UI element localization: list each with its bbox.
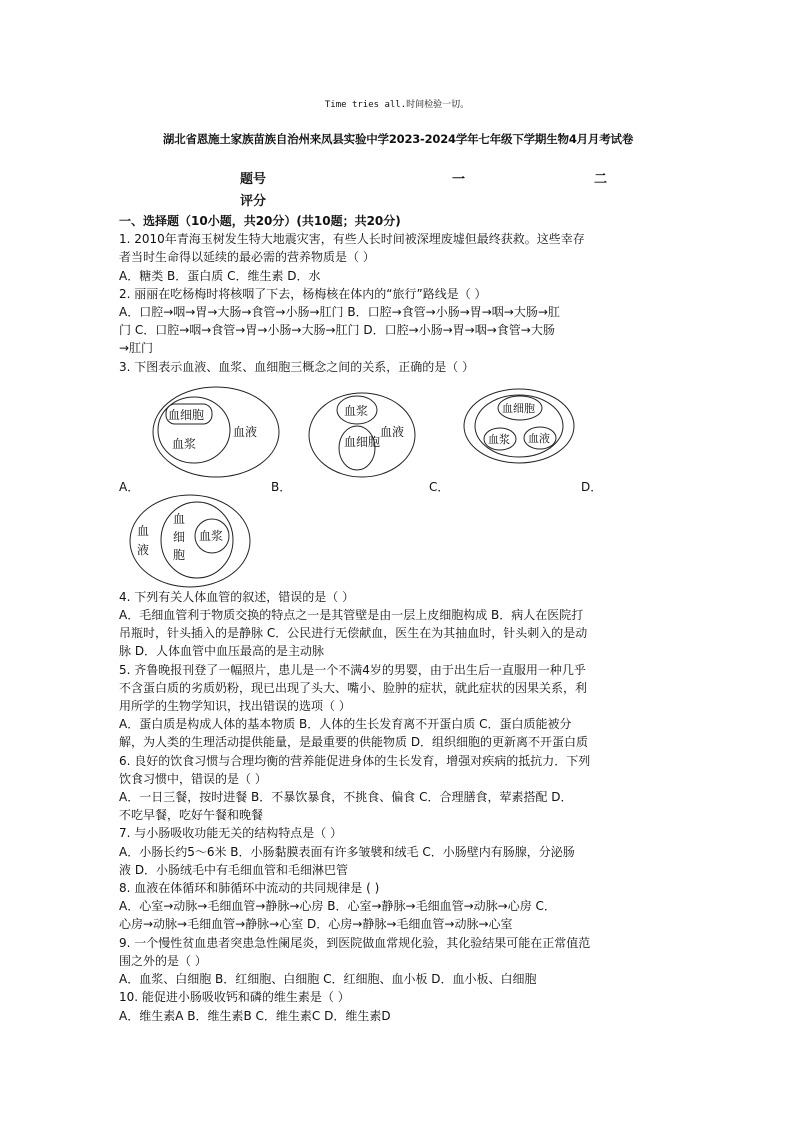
- q3-option-c-letter: C．: [429, 479, 450, 494]
- question-options: A．蛋白质是构成人体的基本物质 B．人体的生长发育离不开蛋白质 C．蛋白质能被分: [119, 717, 572, 732]
- diagram-b-inner1: 血浆: [344, 403, 369, 418]
- q3-diagrams: [119, 376, 675, 588]
- diagram-a-inner2: 血浆: [172, 436, 197, 451]
- question-options: A．血浆、白细胞 B．红细胞、白细胞 C．红细胞、血小板 D．血小板、白细胞: [119, 972, 537, 987]
- diagram-b: [308, 392, 416, 478]
- question-options: 心房→动脉→毛细血管→静脉→心室 D．心房→静脉→毛细血管→动脉→心室: [119, 917, 513, 932]
- question-options: 吊瓶时，针头插入的是静脉 C．公民进行无偿献血，医生在为其抽血时，针头刺入的是动: [119, 626, 588, 641]
- question-text: 3. 下图表示血液、血浆、血细胞三概念之间的关系，正确的是（ ）: [119, 359, 475, 374]
- question-options: 脉 D．人体血管中血压最高的是主动脉: [119, 644, 325, 659]
- question-text: 10. 能促进小肠吸收钙和磷的维生素是（ ）: [119, 990, 350, 1005]
- question-text: 5. 齐鲁晚报刊登了一幅照片，患儿是一个不满4岁的男婴，由于出生后一直服用一种几乎: [119, 662, 586, 677]
- score-table-col-1: 一: [452, 172, 466, 187]
- diagram-d-inner1-3: 胞: [173, 547, 186, 562]
- question-text: 饮食习惯中，错误的是（ ）: [119, 771, 267, 786]
- diagram-d-inner1-2: 细: [173, 529, 186, 544]
- diagram-d: [129, 494, 251, 588]
- question-options: A．心室→动脉→毛细血管→静脉→心房 B．心室→静脉→毛细血管→动脉→心房 C．: [119, 899, 556, 914]
- diagram-d-outer: 血: [137, 523, 150, 538]
- question-options: →肛门: [119, 341, 154, 356]
- diagram-c-inner2: 血液: [528, 431, 550, 445]
- diagram-a-inner1: 血细胞: [168, 407, 205, 422]
- question-5: [119, 661, 675, 752]
- exam-title: 湖北省恩施土家族苗族自治州来凤县实验中学2023-2024学年七年级下学期生物4月月考试卷: [162, 132, 634, 146]
- q3-option-a-letter: A．: [119, 479, 140, 494]
- diagram-d-inner2: 血浆: [199, 528, 224, 543]
- diagram-d-inner1: 血: [173, 511, 186, 526]
- question-list: [119, 212, 675, 1025]
- question-text: 9. 一个慢性贫血患者突患急性阑尾炎，到医院做血常规化验，其化验结果可能在正常值范: [119, 935, 591, 950]
- question-9: [119, 934, 675, 989]
- question-text: 8. 血液在体循环和肺循环中流动的共同规律是 ( ): [119, 881, 380, 896]
- question-text: 7. 与小肠吸收功能无关的结构特点是（ ）: [119, 826, 343, 841]
- question-options: A．一日三餐，按时进餐 B．不暴饮暴食，不挑食、偏食 C．合理膳食，荤素搭配 D．: [119, 790, 573, 805]
- diagram-a: [152, 386, 280, 478]
- question-options: 门 C．口腔→咽→食管→胃→小肠→大肠→肛门 D．口腔→小肠→胃→咽→食管→大肠: [119, 323, 555, 338]
- section-heading: 一、选择题（10小题，共20分）(共10题；共20分): [119, 214, 401, 228]
- question-options: A．维生素A B．维生素B C．维生素C D．维生素D: [119, 1008, 391, 1023]
- question-10: [119, 988, 675, 1024]
- score-table-score-label: 评分: [240, 194, 267, 209]
- score-table-header-label: 题号: [240, 172, 267, 187]
- question-text: 不含蛋白质的劣质奶粉，现已出现了头大、嘴小、脸肿的症状，就此症状的因果关系，利: [119, 680, 588, 695]
- question-text: 围之外的是（ ）: [119, 953, 207, 968]
- question-text: 6. 良好的饮食习惯与合理均衡的营养能促进身体的生长发育，增强对疾病的抵抗力．下列: [119, 753, 591, 768]
- question-text: 用所学的生物学知识，找出错误的选项（ ）: [119, 699, 351, 714]
- question-7: [119, 824, 675, 879]
- question-options: 解，为人类的生理活动提供能量，是最重要的供能物质 D．组织细胞的更新离不开蛋白质: [119, 735, 589, 750]
- question-text: 1. 2010年青海玉树发生特大地震灾害，有些人长时间被深埋废墟但最终获救。这些幸存: [119, 232, 585, 247]
- diagram-c-outer: 血细胞: [502, 401, 535, 415]
- question-6: [119, 752, 675, 825]
- question-options: A．毛细血管利于物质交换的特点之一是其管壁是由一层上皮细胞构成 B．病人在医院打: [119, 608, 584, 623]
- question-1: [119, 230, 675, 285]
- question-options: A．糖类 B．蛋白质 C．维生素 D．水: [119, 268, 321, 283]
- diagram-c: [463, 388, 575, 464]
- question-8: [119, 879, 675, 934]
- q3-option-b-letter: B．: [271, 479, 292, 494]
- diagram-a-outer: 血液: [233, 424, 258, 439]
- question-2: [119, 285, 675, 358]
- question-options: 不吃早餐，吃好午餐和晚餐: [119, 808, 264, 823]
- question-4: [119, 588, 675, 661]
- header-note: Time tries all.时间检验一切。: [324, 100, 470, 110]
- question-options: A．小肠长约5～6米 B．小肠黏膜表面有许多皱襞和绒毛 C．小肠壁内有肠腺，分泌肠: [119, 844, 575, 859]
- question-text: 2. 丽丽在吃杨梅时将核咽了下去，杨梅核在体内的“旅行”路线是（ ）: [119, 286, 487, 301]
- question-text: 者当时生命得以延续的最必需的营养物质是（ ）: [119, 250, 375, 265]
- diagram-d-outer-2: 液: [137, 542, 150, 557]
- diagram-b-inner2: 血细胞: [344, 434, 381, 449]
- question-options: A．口腔→咽→胃→大肠→食管→小肠→肛门 B．口腔→食管→小肠→胃→咽→大肠→肛: [119, 305, 560, 320]
- question-options: 液 D．小肠绒毛中有毛细血管和毛细淋巴管: [119, 862, 349, 877]
- score-table-col-2: 二: [594, 172, 608, 187]
- diagram-c-inner1: 血浆: [488, 432, 510, 446]
- diagram-b-outer: 血液: [380, 424, 405, 439]
- question-3: [119, 358, 675, 588]
- q3-option-d-letter: D．: [581, 479, 603, 494]
- question-text: 4. 下列有关人体血管的叙述，错误的是（ ）: [119, 589, 355, 604]
